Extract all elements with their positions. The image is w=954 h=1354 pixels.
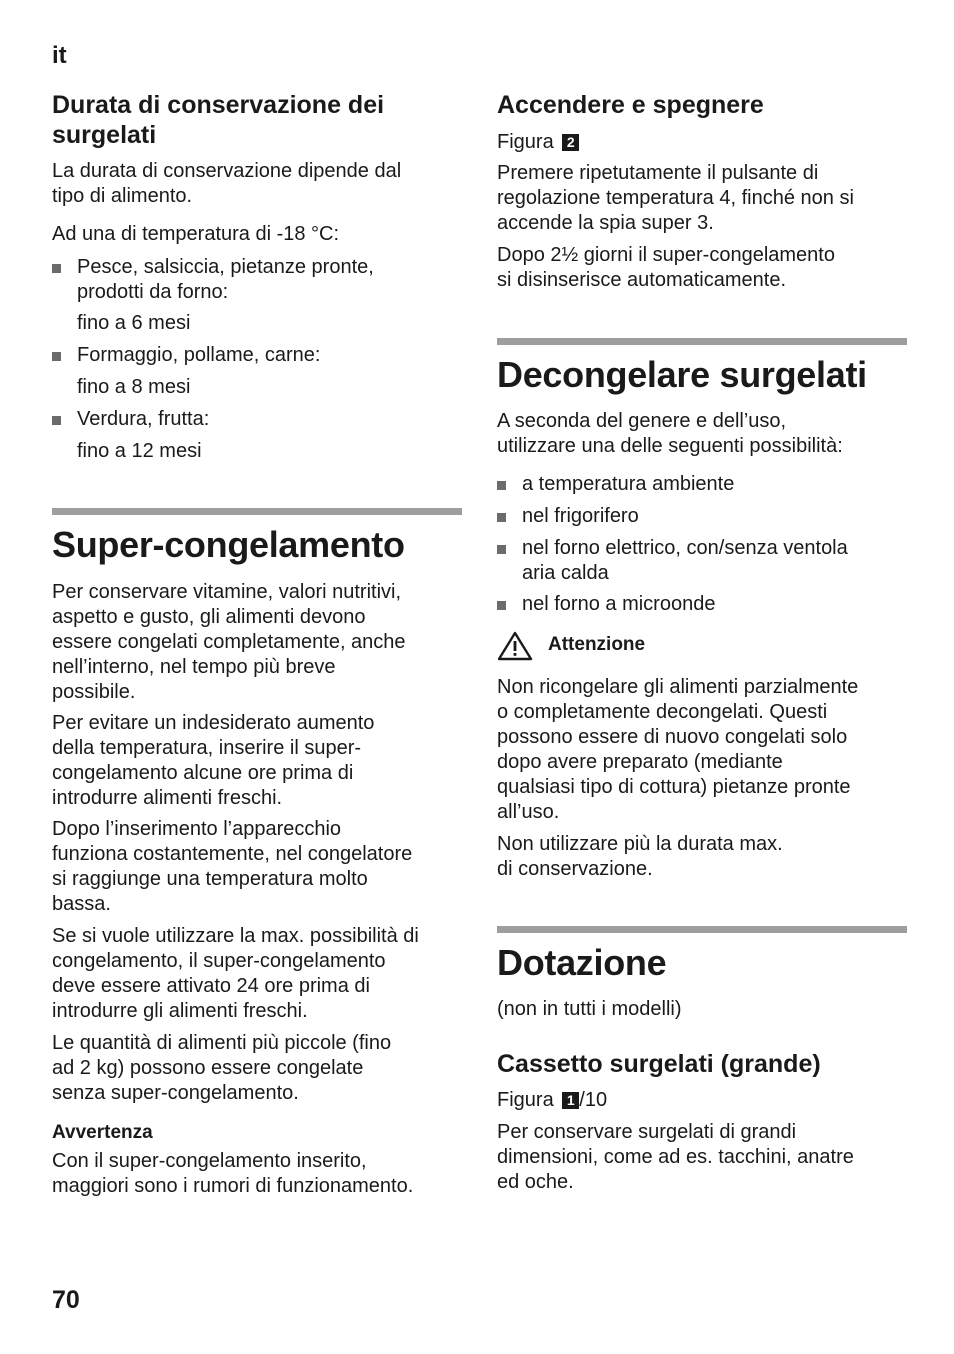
- list-item: nel forno elettrico, con/senza ventola aria calda: [497, 536, 907, 586]
- list-item: nel frigorifero: [497, 504, 907, 529]
- durata-title: Durata di conservazione dei surgelati: [52, 91, 385, 149]
- note-text: Con il super-congelamento inserito, maggiori sono i rumori di funzionamento.: [52, 1150, 414, 1197]
- duration-value: fino a 8 mesi: [77, 376, 191, 398]
- cassetto-paragraph: Per conservare surgelati di grandi dimensioni, come ad es. tacchini, anatre ed oche.: [497, 1121, 854, 1193]
- bullet-square-icon: [52, 264, 61, 273]
- duration-value: fino a 6 mesi: [77, 312, 191, 334]
- durata-section: [52, 90, 462, 150]
- super-paragraph-3: Dopo l’inserimento l’apparecchio funziona costantemente, nel congelatore si raggiunge una temperatura molto bassa.: [52, 818, 413, 915]
- bullet-square-icon: [52, 416, 61, 425]
- list-item: Pesce, salsiccia, pietanze pronte, prodotti da forno:: [52, 255, 462, 305]
- page-number: 70: [52, 1286, 80, 1314]
- warning-triangle-icon: [497, 631, 533, 661]
- warning-paragraph-1: Non ricongelare gli alimenti parzialmente o completamente decongelati. Questi possono essere di nuovo congelati solo dopo avere preparato (mediante qualsiasi tipo di cottura) pietanze pronte all’uso.: [497, 676, 859, 823]
- dotazione-subtitle: (non in tutti i modelli): [497, 998, 682, 1020]
- list-item: Verdura, frutta:: [52, 407, 462, 432]
- decongelare-title: Decongelare surgelati: [497, 354, 867, 395]
- accendere-title: Accendere e spegnere: [497, 91, 764, 119]
- warning-header: Attenzione: [497, 631, 797, 663]
- super-congelamento-title: Super-congelamento: [52, 524, 405, 565]
- list-item: nel forno a microonde: [497, 592, 907, 617]
- decongelare-intro: A seconda del genere e dell’uso, utilizzare una delle seguenti possibilità:: [497, 410, 843, 457]
- bullet-square-icon: [497, 545, 506, 554]
- figure-reference: Figura 2: [497, 130, 907, 155]
- cassetto-title: Cassetto surgelati (grande): [497, 1050, 821, 1078]
- bullet-square-icon: [497, 513, 506, 522]
- note-title: Avvertenza: [52, 1122, 153, 1143]
- super-paragraph-1: Per conservare vitamine, valori nutritivi, aspetto e gusto, gli alimenti devono essere congelati completamente, anche nell’interno, nel tempo più breve possibile.: [52, 581, 406, 703]
- figure-number-badge: 2: [562, 134, 579, 151]
- durata-temperature-line: Ad una di temperatura di -18 °C:: [52, 223, 340, 245]
- section-divider: [497, 926, 907, 933]
- super-paragraph-2: Per evitare un indesiderato aumento della temperatura, inserire il super- congelamento alcune ore prima di introdurre alimenti freschi.: [52, 712, 375, 809]
- super-paragraph-4: Se si vuole utilizzare la max. possibilità di congelamento, il super-congelamento deve essere attivato 24 ore prima di introdurre gli alimenti freschi.: [52, 925, 419, 1022]
- dotazione-title: Dotazione: [497, 942, 667, 983]
- figure-number-badge: 1: [562, 1092, 579, 1109]
- bullet-square-icon: [52, 352, 61, 361]
- bullet-square-icon: [497, 481, 506, 490]
- section-divider: [52, 508, 462, 515]
- list-item: a temperatura ambiente: [497, 472, 907, 497]
- section-divider: [497, 338, 907, 345]
- accendere-paragraph-1: Premere ripetutamente il pulsante di regolazione temperatura 4, finché non si accende la spia super 3.: [497, 162, 854, 234]
- duration-value: fino a 12 mesi: [77, 440, 202, 462]
- language-label: it: [52, 42, 67, 69]
- figure-reference: Figura 1 /10: [497, 1089, 608, 1111]
- accendere-paragraph-2: Dopo 2½ giorni il super-congelamento si disinserisce automaticamente.: [497, 244, 835, 291]
- list-item: Formaggio, pollame, carne:: [52, 343, 462, 368]
- bullet-square-icon: [497, 601, 506, 610]
- durata-paragraph: La durata di conservazione dipende dal tipo di alimento.: [52, 160, 402, 207]
- super-paragraph-5: Le quantità di alimenti più piccole (fino ad 2 kg) possono essere congelate senza super-congelamento.: [52, 1032, 392, 1104]
- warning-paragraph-2: Non utilizzare più la durata max. di conservazione.: [497, 833, 783, 880]
